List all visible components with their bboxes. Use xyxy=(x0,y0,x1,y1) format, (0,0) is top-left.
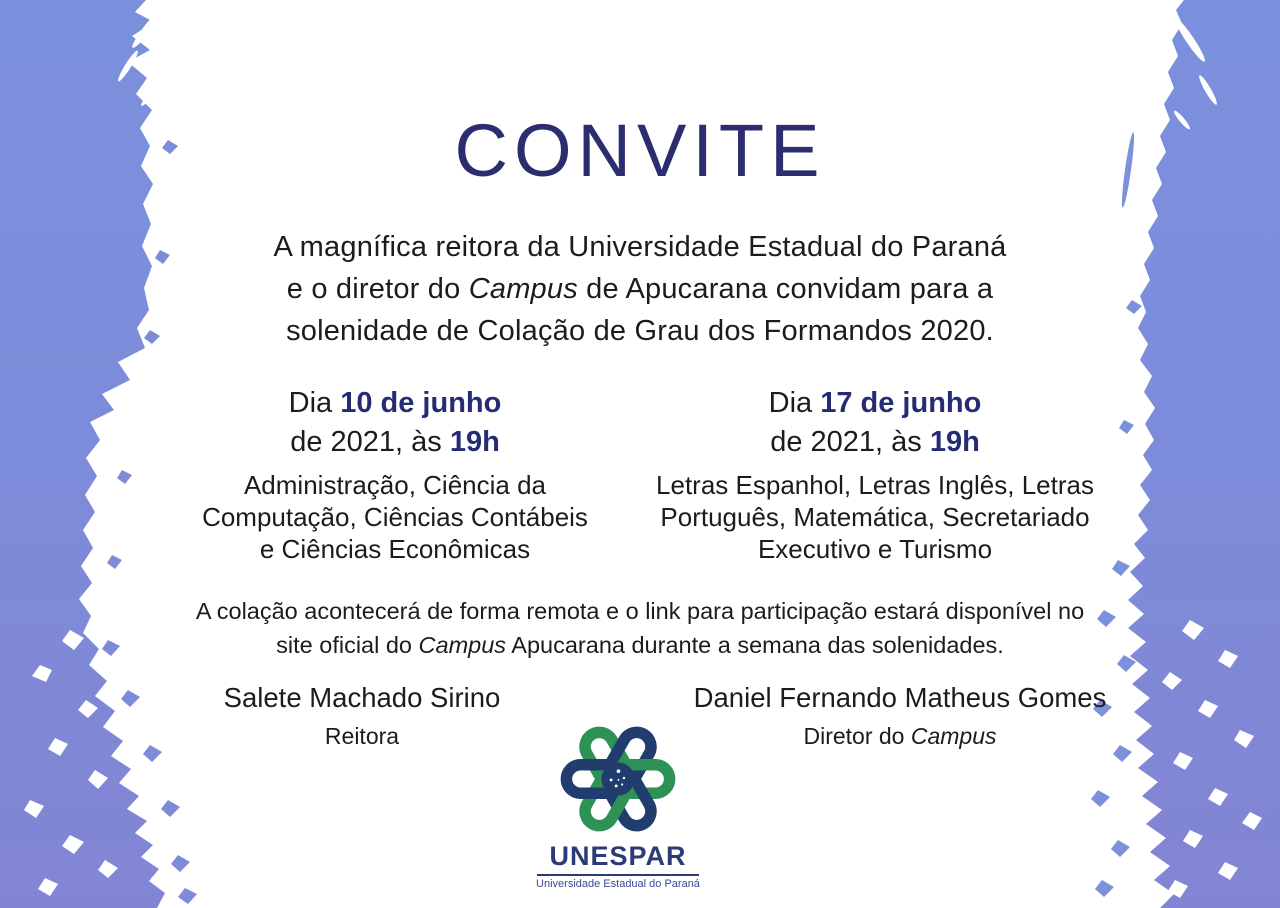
date-highlight: 10 de junho xyxy=(340,387,502,419)
signature-name: Salete Machado Sirino xyxy=(223,682,501,713)
intro-paragraph xyxy=(0,226,1280,352)
logo-divider xyxy=(537,874,699,876)
session-date: Dia 10 de junho xyxy=(288,387,502,419)
signature-diretor xyxy=(668,682,1132,750)
campus-italic: Campus xyxy=(468,273,578,305)
session-courses: Letras Espanhol, Letras Inglês, Letras Português, Matemática, Secretariado Executivo e Turismo xyxy=(656,470,1094,564)
campus-italic: Campus xyxy=(910,723,997,749)
intro-line-3: solenidade de Colação de Grau dos Formandos 2020. xyxy=(286,315,994,347)
unespar-logo xyxy=(528,720,708,890)
signature-role: Diretor do Campus xyxy=(803,723,997,749)
time-highlight: 19h xyxy=(929,426,980,458)
signature-reitora xyxy=(160,682,564,750)
session-courses: Administração, Ciência da Computação, Ciências Contábeis e Ciências Econômicas xyxy=(202,470,588,564)
note-line-2: site oficial do Campus Apucarana durante a semana das solenidades. xyxy=(276,632,1004,658)
unespar-tagline: Universidade Estadual do Paraná xyxy=(536,878,700,890)
unespar-flower-icon xyxy=(558,720,678,838)
page-title: CONVITE xyxy=(454,109,826,192)
session-june-10 xyxy=(158,384,632,565)
note-line-1: A colação acontecerá de forma remota e o link para participação estará disponível no xyxy=(195,598,1085,624)
date-highlight: 17 de junho xyxy=(820,387,982,419)
signature-name: Daniel Fernando Matheus Gomes xyxy=(693,682,1107,713)
intro-line-1: A magnífica reitora da Universidade Estadual do Paraná xyxy=(273,231,1007,263)
session-june-17 xyxy=(622,384,1128,565)
intro-line-2: e o diretor do Campus de Apucarana convidam para a xyxy=(286,273,994,305)
time-highlight: 19h xyxy=(449,426,500,458)
southern-cross-circle xyxy=(601,762,634,795)
session-time: de 2021, às 19h xyxy=(770,426,980,458)
campus-italic: Campus xyxy=(418,632,507,658)
session-time: de 2021, às 19h xyxy=(290,426,500,458)
signature-role: Reitora xyxy=(324,723,400,749)
session-date: Dia 17 de junho xyxy=(768,387,982,419)
remote-note xyxy=(0,594,1280,662)
unespar-wordmark: UNESPAR xyxy=(549,841,687,871)
